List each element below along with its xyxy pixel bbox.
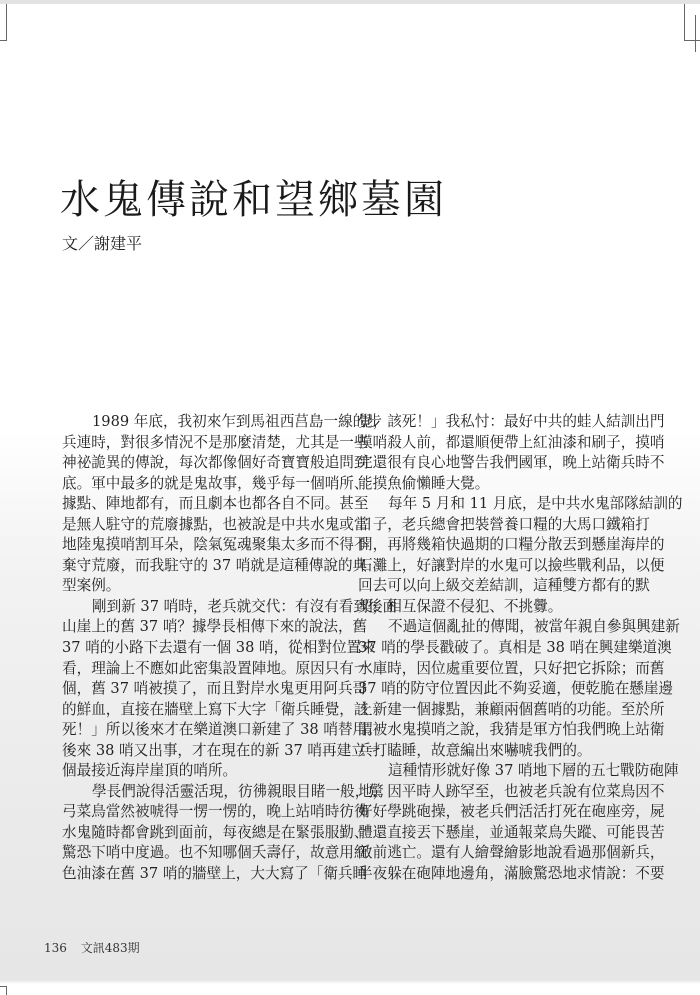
- text-line: 個，舊 37 哨被摸了，而且對岸水鬼更用阿兵哥: [62, 680, 368, 698]
- text-line: 日子，老兵總會把裝營養口糧的大馬口鐵箱打: [358, 515, 650, 533]
- text-line: 死！」所以後來才在樂道澳口新建了 38 哨替用。: [62, 721, 382, 739]
- text-line: 37 哨的小路下去還有一個 38 哨，從相對位置來: [62, 639, 376, 657]
- text-line: 這種情形就好像 37 哨地下層的五七戰防砲陣: [388, 762, 679, 780]
- text-line: 謂被水鬼摸哨之說，我猜是軍方怕我們晚上站衛: [358, 721, 665, 739]
- text-line: 型案例。: [62, 577, 121, 595]
- text-line: 摸哨殺人前，都還順便帶上紅油漆和刷子，摸哨: [358, 433, 665, 451]
- article-title: 水鬼傳說和望鄉墓園: [60, 177, 447, 223]
- publication-issue: 文訊483期: [80, 941, 140, 955]
- text-column-left: [62, 412, 398, 885]
- text-line: 色油漆在舊 37 哨的牆壁上，大大寫了「衛兵睡: [62, 865, 368, 883]
- text-line: 弓菜鳥當然被唬得一愣一愣的，晚上站哨時彷彿: [62, 803, 369, 821]
- text-line: 37 哨的學長戳破了。真相是 38 哨在興建樂道澳: [358, 639, 672, 657]
- text-line: 水庫時，因位處重要位置，只好把它拆除；而舊: [358, 659, 665, 677]
- text-line: 個最接近海岸崖頂的哨所。: [62, 762, 238, 780]
- text-line: 契，相互保證不侵犯、不挑釁。: [358, 597, 563, 615]
- text-line: 1989 年底，我初來乍到馬祖西莒島一線的步: [92, 413, 382, 430]
- text-line: 的鮮血，直接在牆壁上寫下大字「衛兵睡覺，該: [62, 700, 369, 718]
- text-line: 驚恐下哨中度過。也不知哪個夭壽仔，故意用紅: [62, 844, 369, 862]
- text-line: 地陸鬼摸哨割耳朵，陰氣冤魂聚集太多而不得不: [62, 536, 369, 554]
- text-line: 敵前逃亡。還有人繪聲繪影地說看過那個新兵，: [358, 844, 665, 862]
- text-line: 每年 5 月和 11 月底，是中共水鬼部隊結訓的: [388, 495, 683, 513]
- text-line: 石灘上，好讓對岸的水鬼可以撿些戰利品，以便: [358, 556, 665, 574]
- text-line: 半夜躲在砲陣地邊角，滿臉驚恐地求情說：不要: [358, 865, 665, 883]
- page-top-edge: [0, 0, 700, 4]
- text-line: 底。軍中最多的就是鬼故事，幾乎每一個哨所、: [62, 474, 369, 492]
- text-line: 水鬼隨時都會跳到面前，每夜總是在緊張服勤、: [62, 823, 369, 841]
- paragraph: [358, 617, 680, 761]
- paragraph: [62, 597, 398, 782]
- text-line: 棄守荒廢，而我駐守的 37 哨就是這種傳說的典: [62, 556, 368, 574]
- text-line: 據點、陣地都有，而且劇本也都各自不同。甚至: [62, 495, 369, 513]
- text-line: 是無人駐守的荒廢據點，也被說是中共水鬼或當: [62, 515, 369, 533]
- text-line: 能摸魚偷懶睡大覺。: [358, 474, 490, 492]
- crop-mark-top-right: [684, 4, 700, 41]
- text-line: 37 哨的防守位置因此不夠妥適，便乾脆在懸崖邊: [358, 680, 674, 698]
- text-line: 覺，該死！」我私忖：最好中共的蛙人結訓出門: [358, 413, 665, 430]
- text-column-right: [358, 412, 683, 885]
- text-line: 兵打瞌睡，故意編出來嚇唬我們的。: [358, 741, 592, 759]
- text-line: 山崖上的舊 37 哨？據學長相傳下來的說法，舊: [62, 618, 368, 636]
- text-line: 學長們說得活靈活現，彷彿親眼目睹一般，驚: [92, 782, 384, 800]
- text-line: 好好學跳砲操，被老兵們活活打死在砲座旁，屍: [358, 803, 665, 821]
- text-line: 後來 38 哨又出事，才在現在的新 37 哨再建立一: [62, 741, 381, 759]
- text-line: 開，再將幾箱快過期的口糧分散丟到懸崖海岸的: [358, 536, 665, 554]
- text-line: 神祕詭異的傳說，每次都像個好奇寶寶般追問到: [62, 454, 369, 472]
- crop-mark-top-left: [0, 4, 7, 41]
- paragraph: [62, 412, 382, 597]
- paragraph: [62, 782, 384, 885]
- text-line: 回去可以向上級交差結訓，這種雙方都有的默: [358, 577, 650, 595]
- crop-mark-bleed-right: [695, 15, 696, 52]
- paragraph: [358, 494, 683, 617]
- page-number: 136: [44, 941, 67, 955]
- paragraph: [358, 761, 679, 884]
- text-line: 上新建一個據點，兼顧兩個舊哨的功能。至於所: [358, 700, 665, 718]
- text-line: 剛到新 37 哨時，老兵就交代：有沒有看到後面: [92, 597, 398, 615]
- page-footer: [44, 939, 150, 956]
- text-line: 體還直接丟下懸崖，並通報菜鳥失蹤、可能畏苦: [358, 823, 665, 841]
- text-line: 完還很有良心地警告我們國軍，晚上站衛兵時不: [358, 454, 665, 472]
- text-line: 看，理論上不應如此密集設置陣地。原因只有一: [62, 659, 369, 677]
- text-line: 兵連時，對很多情況不是那麼清楚，尤其是一些: [62, 433, 369, 451]
- article-byline: 文／謝建平: [62, 234, 143, 253]
- text-line: 地，因平時人跡罕至，也被老兵說有位菜鳥因不: [358, 782, 665, 800]
- paragraph: [358, 412, 665, 494]
- text-line: 不過這個亂扯的傳聞，被當年親自參與興建新: [388, 618, 680, 636]
